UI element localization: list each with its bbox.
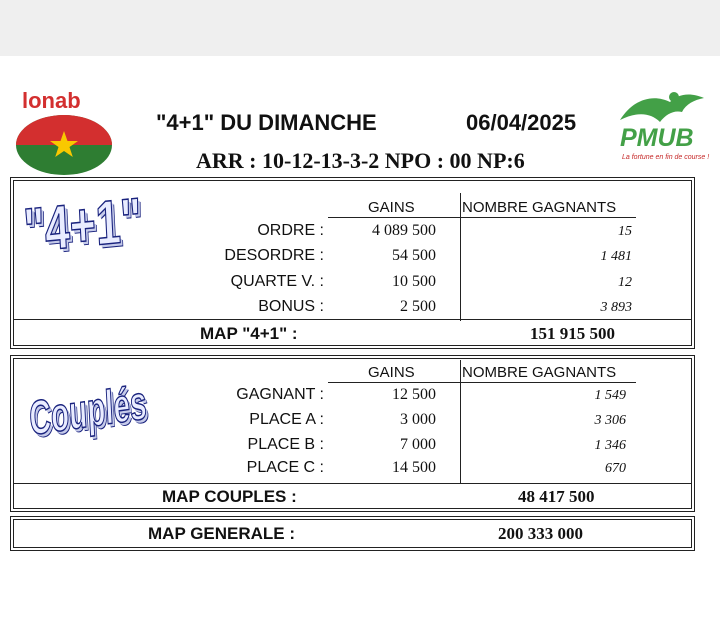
quarte-row-gain: 4 089 500 [372, 222, 436, 239]
couples-row-gain: 3 000 [400, 411, 436, 428]
couples-col-gains: GAINS [368, 364, 415, 381]
quarte-row [0, 220, 700, 244]
couples-row-count: 670 [605, 461, 626, 476]
quarte-row-label: ORDRE : [257, 222, 324, 239]
quarte-row-count: 15 [618, 224, 632, 239]
quarte-stamp: "4+1" [22, 185, 144, 266]
quarte-map-label: MAP "4+1" : [200, 324, 298, 343]
quarte-row-label: QUARTE V. : [230, 273, 324, 290]
quarte-row [0, 298, 700, 320]
quarte-map-value: 151 915 500 [530, 324, 615, 343]
quarte-row-count: 3 893 [600, 300, 632, 315]
couples-row-label: PLACE C : [246, 459, 324, 476]
quarte-row-label: DESORDRE : [224, 247, 324, 264]
couples-row-count: 1 549 [594, 388, 626, 403]
couples-row-count: 1 346 [594, 438, 626, 453]
quarte-row-gain: 54 500 [392, 247, 436, 264]
top-bar [0, 0, 720, 56]
couples-map-divider [13, 483, 691, 484]
couples-row [0, 410, 700, 434]
couples-row-label: PLACE A : [249, 411, 324, 428]
page-title: "4+1" DU DIMANCHE [156, 110, 377, 135]
couples-row-gain: 7 000 [400, 436, 436, 453]
couples-row-count: 3 306 [594, 413, 626, 428]
couples-row-gain: 12 500 [392, 386, 436, 403]
quarte-col-gagnants: NOMBRE GAGNANTS [462, 199, 617, 216]
quarte-header-rule [328, 217, 636, 218]
couples-row-gain: 14 500 [392, 459, 436, 476]
quarte-row-gain: 2 500 [400, 298, 436, 315]
lonab-logo [14, 88, 114, 178]
couples-row [0, 385, 700, 409]
couples-header-rule [328, 382, 636, 383]
arrival-line: ARR : 10-12-13-3-2 NPO : 00 NP:6 [196, 148, 525, 173]
quarte-row-label: BONUS : [258, 298, 324, 315]
race-date: 06/04/2025 [466, 110, 577, 135]
couples-map-value: 48 417 500 [518, 487, 595, 506]
couples-row-label: PLACE B : [247, 436, 324, 453]
pmub-logo [604, 90, 714, 168]
pmub-tagline: La fortune en fin de course ! [622, 154, 710, 161]
quarte-row [0, 271, 700, 295]
quarte-row-count: 1 481 [600, 249, 632, 264]
couples-map-label: MAP COUPLES : [162, 487, 297, 506]
quarte-row [0, 245, 700, 269]
generale-value: 200 333 000 [498, 524, 583, 543]
couples-row [0, 458, 700, 482]
generale-label: MAP GENERALE : [148, 524, 296, 543]
couples-row-label: GAGNANT : [236, 386, 324, 403]
couples-stamp: Couplés [28, 376, 148, 446]
quarte-col-gains: GAINS [368, 199, 415, 216]
generale-panel [10, 516, 695, 551]
quarte-row-count: 12 [618, 275, 632, 290]
quarte-row-gain: 10 500 [392, 273, 436, 290]
pmub-wordmark: PMUB [620, 124, 694, 152]
couples-col-gagnants: NOMBRE GAGNANTS [462, 364, 617, 381]
burkina-flag-icon [14, 114, 114, 176]
lonab-wordmark: lonab [22, 88, 81, 113]
couples-row [0, 435, 700, 459]
